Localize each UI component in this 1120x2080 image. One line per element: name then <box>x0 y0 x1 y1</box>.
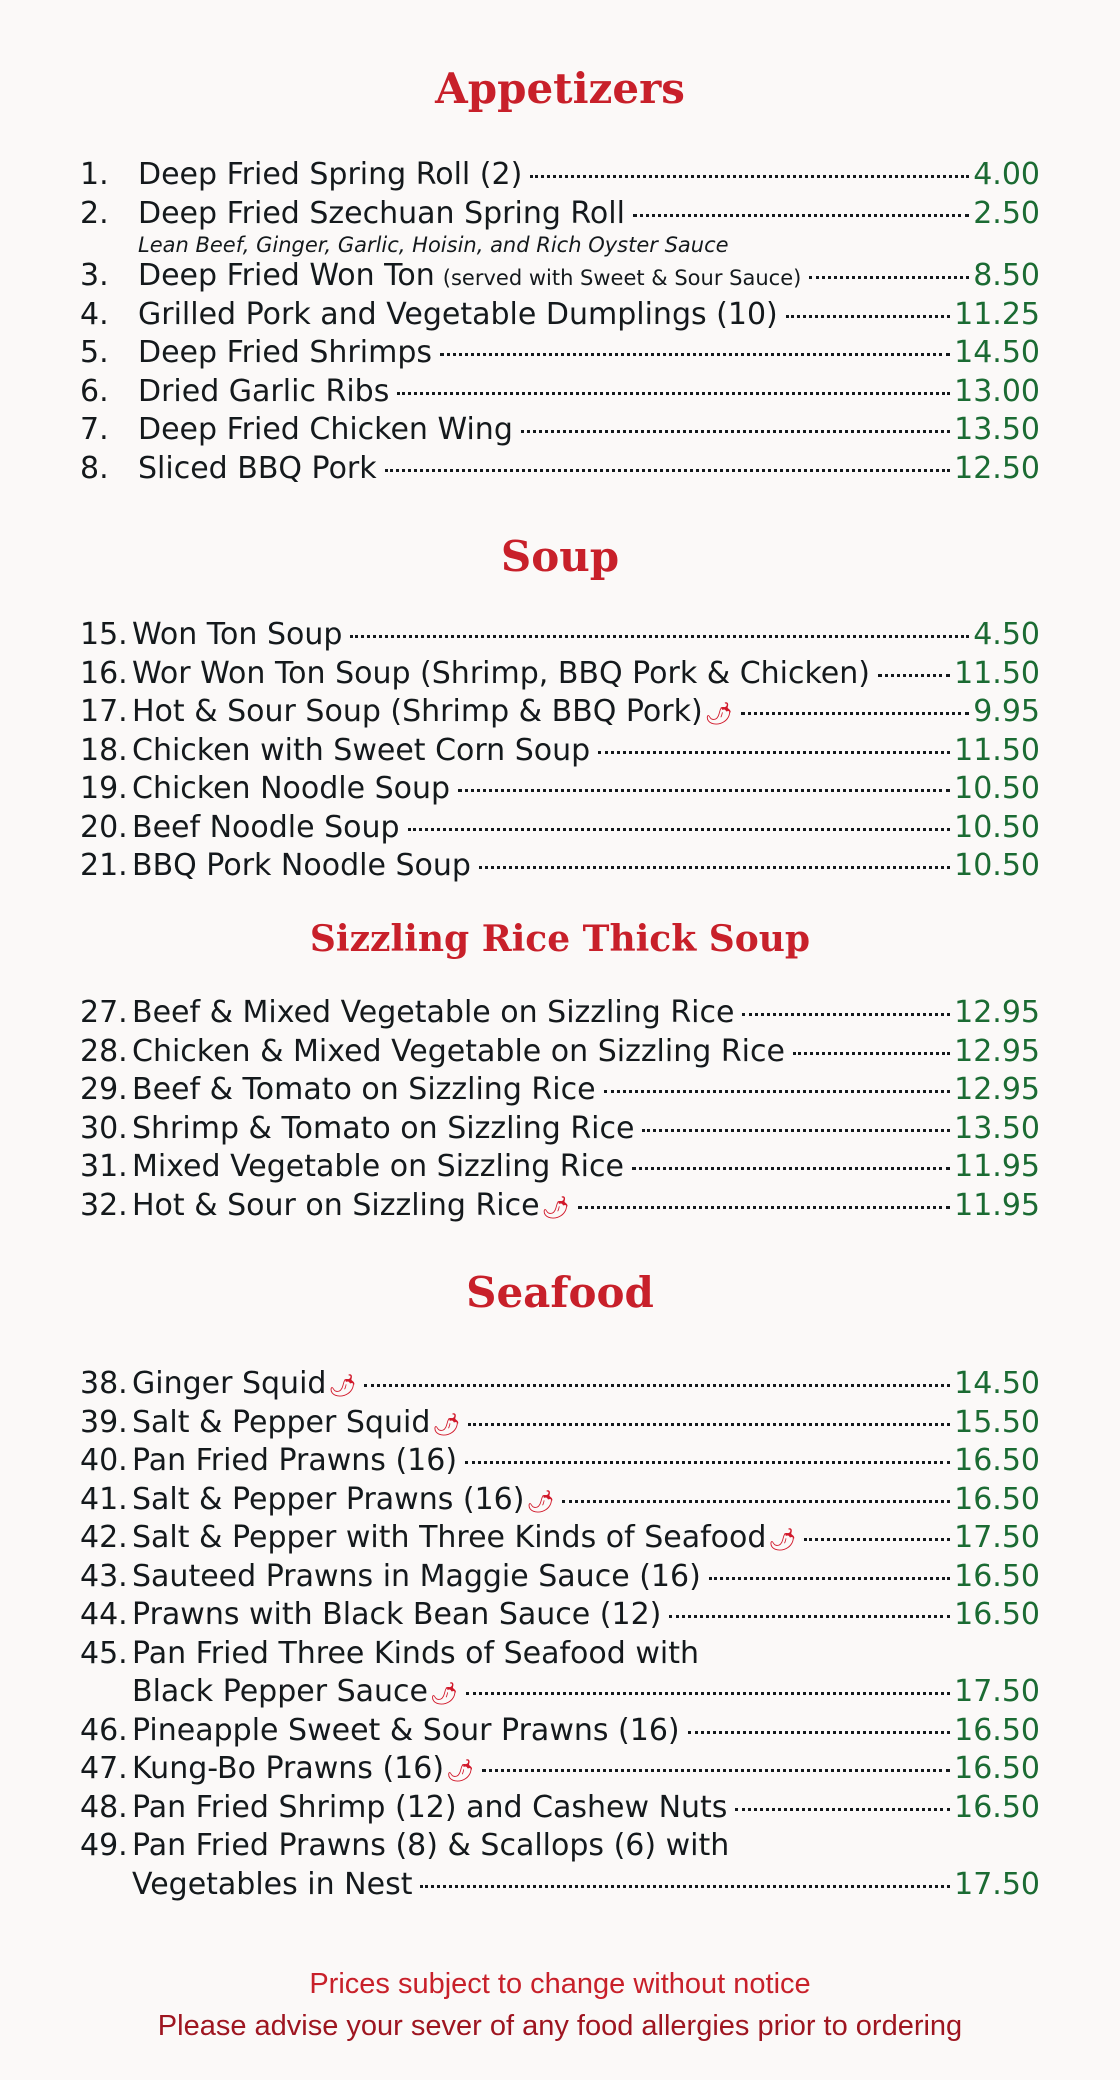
menu-item <box>80 616 1040 655</box>
dot-leader <box>468 1423 950 1426</box>
dot-leader <box>482 1769 950 1772</box>
dot-leader <box>809 276 969 279</box>
dot-leader <box>742 1013 950 1016</box>
item-number: 5. <box>80 335 109 370</box>
item-price: 15.50 <box>954 1404 1040 1440</box>
menu-item <box>80 334 1040 373</box>
item-price: 17.50 <box>954 1520 1040 1555</box>
dot-leader <box>465 1461 950 1464</box>
dot-leader <box>632 1167 950 1170</box>
dot-leader <box>466 1692 950 1695</box>
item-name: Hot & Sour Soup (Shrimp & BBQ Pork) <box>132 694 703 729</box>
dot-leader <box>804 1538 950 1541</box>
item-name: Won Ton Soup <box>132 617 343 652</box>
item-price: 2.50 <box>973 195 1040 231</box>
menu-item <box>80 156 1040 195</box>
menu-item-continued <box>80 1673 1040 1712</box>
chili-pepper-icon: 🌶︎ <box>430 1682 458 1707</box>
item-name: Beef Noodle Soup <box>132 809 400 845</box>
item-price: 17.50 <box>954 1674 1040 1709</box>
item-number: 27. <box>80 995 128 1030</box>
dot-leader <box>688 1731 950 1734</box>
item-price: 17.50 <box>954 1866 1040 1902</box>
menu-item <box>80 296 1040 335</box>
dot-leader <box>735 1808 950 1811</box>
menu-item <box>80 1071 1040 1110</box>
item-number: 4. <box>80 296 109 332</box>
item-number: 32. <box>80 1187 128 1223</box>
menu-item <box>80 693 1040 732</box>
item-name-continued: Black Pepper Sauce <box>132 1674 428 1709</box>
item-number: 18. <box>80 732 128 768</box>
item-price: 13.50 <box>954 412 1040 447</box>
item-price: 11.50 <box>954 655 1040 691</box>
item-price: 16.50 <box>954 1443 1040 1478</box>
item-number: 21. <box>80 848 128 883</box>
item-name: Deep Fried Shrimps <box>138 335 432 370</box>
menu-item <box>80 1365 1040 1404</box>
item-name: Ginger Squid <box>132 1366 327 1401</box>
footer-allergy-notice: Please advise your sever of any food allergies prior to ordering <box>157 2010 963 2042</box>
item-number: 20. <box>80 809 128 845</box>
dot-leader <box>709 1577 950 1580</box>
item-name: Grilled Pork and Vegetable Dumplings (10) <box>138 296 778 332</box>
item-number: 48. <box>80 1789 128 1825</box>
menu-item <box>80 1110 1040 1149</box>
item-name: Wor Won Ton Soup (Shrimp, BBQ Pork & Chicken) <box>132 655 870 691</box>
item-price: 10.50 <box>954 809 1040 845</box>
item-number: 46. <box>80 1712 128 1748</box>
item-number: 28. <box>80 1033 128 1069</box>
item-number: 42. <box>80 1520 128 1555</box>
item-name: Prawns with Black Bean Sauce (12) <box>132 1597 662 1632</box>
dot-leader <box>562 1500 950 1503</box>
chili-pepper-icon: 🌶︎ <box>328 1374 357 1399</box>
item-number: 7. <box>80 412 109 447</box>
dot-leader <box>741 712 970 715</box>
item-price: 11.95 <box>954 1187 1040 1223</box>
item-price: 11.50 <box>954 732 1040 768</box>
menu-item <box>80 994 1040 1033</box>
item-name: Salt & Pepper with Three Kinds of Seafood <box>132 1520 767 1555</box>
item-name: Dried Garlic Ribs <box>138 373 390 409</box>
item-name: Pan Fried Shrimp (12) and Cashew Nuts <box>132 1789 728 1825</box>
item-number: 6. <box>80 373 109 409</box>
soup-list <box>80 616 1040 886</box>
item-price: 12.95 <box>954 995 1040 1030</box>
item-price: 16.50 <box>954 1751 1040 1786</box>
menu-item <box>80 732 1040 771</box>
item-name: Deep Fried Won Ton <box>138 258 435 293</box>
item-price: 13.50 <box>954 1110 1040 1146</box>
item-number: 8. <box>80 450 109 486</box>
menu-item <box>80 809 1040 848</box>
item-name: Kung-Bo Prawns (16) <box>132 1751 445 1786</box>
item-description: Lean Beef, Ginger, Garlic, Hoisin, and Rich Oyster Sauce <box>138 233 729 257</box>
item-number: 19. <box>80 771 128 806</box>
dot-leader <box>479 866 950 869</box>
menu-item <box>80 411 1040 450</box>
item-name: Shrimp & Tomato on Sizzling Rice <box>132 1110 635 1146</box>
item-price: 4.00 <box>973 157 1040 192</box>
sizzling-rice-list <box>80 994 1040 1225</box>
menu-item <box>80 1187 1040 1226</box>
item-name: Beef & Tomato on Sizzling Rice <box>132 1072 596 1107</box>
item-price: 14.50 <box>954 1366 1040 1401</box>
dot-leader <box>793 1052 950 1055</box>
menu-item <box>80 257 1040 296</box>
item-name: Pan Fried Prawns (8) & Scallops (6) with <box>132 1828 730 1863</box>
item-price: 16.50 <box>954 1789 1040 1825</box>
menu-item-continued <box>80 1866 1040 1905</box>
menu-item <box>80 1033 1040 1072</box>
dot-leader <box>642 1129 950 1132</box>
item-name: Pineapple Sweet & Sour Prawns (16) <box>132 1712 680 1748</box>
item-number: 29. <box>80 1072 128 1107</box>
item-name: Chicken & Mixed Vegetable on Sizzling Rice <box>132 1033 785 1069</box>
dot-leader <box>364 1384 950 1387</box>
menu-item <box>80 1635 1040 1674</box>
chili-pepper-icon: 🌶︎ <box>526 1489 555 1515</box>
dot-leader <box>604 1090 951 1093</box>
item-price: 16.50 <box>954 1597 1040 1632</box>
dot-leader <box>521 430 950 433</box>
chili-pepper-icon: 🌶︎ <box>541 1195 570 1221</box>
menu-item <box>80 1789 1040 1828</box>
item-number: 43. <box>80 1558 128 1594</box>
menu-item <box>80 1481 1040 1520</box>
item-price: 16.50 <box>954 1558 1040 1594</box>
item-name: Deep Fried Chicken Wing <box>138 412 513 447</box>
menu-item <box>80 1750 1040 1789</box>
menu-item <box>80 195 1040 234</box>
dot-leader <box>420 1885 950 1888</box>
item-number: 47. <box>80 1751 128 1786</box>
item-number: 49. <box>80 1828 128 1863</box>
item-detail: (served with Sweet & Sour Sauce) <box>442 266 802 290</box>
item-price: 11.25 <box>954 296 1040 332</box>
menu-item <box>80 655 1040 694</box>
item-number: 2. <box>80 195 109 231</box>
menu-item <box>80 1442 1040 1481</box>
dot-leader <box>408 828 951 831</box>
dot-leader <box>633 214 969 217</box>
item-number: 3. <box>80 258 109 293</box>
dot-leader <box>878 674 950 677</box>
item-number: 31. <box>80 1149 128 1184</box>
item-number: 1. <box>80 157 109 192</box>
item-name: Sauteed Prawns in Maggie Sauce (16) <box>132 1558 701 1594</box>
item-price: 10.50 <box>954 848 1040 883</box>
dot-leader <box>440 353 950 356</box>
menu-item <box>80 1596 1040 1635</box>
item-name-continued: Vegetables in Nest <box>132 1866 413 1902</box>
menu-item <box>80 1558 1040 1597</box>
section-title-appetizers: Appetizers <box>435 64 685 113</box>
item-price: 16.50 <box>954 1481 1040 1517</box>
dot-leader <box>669 1615 950 1618</box>
item-price: 12.95 <box>954 1033 1040 1069</box>
item-number: 17. <box>80 694 128 729</box>
menu-item <box>80 1712 1040 1751</box>
section-title-soup: Soup <box>500 532 620 581</box>
item-number: 16. <box>80 655 128 691</box>
item-number: 39. <box>80 1404 128 1440</box>
dot-leader <box>385 469 950 472</box>
item-name: Deep Fried Szechuan Spring Roll <box>138 195 625 231</box>
menu-item <box>80 450 1040 489</box>
section-title-sizzling-rice-thick-soup: Sizzling Rice Thick Soup <box>309 918 811 960</box>
item-number: 15. <box>80 617 128 652</box>
item-name: Pan Fried Prawns (16) <box>132 1443 458 1478</box>
item-price: 9.95 <box>973 694 1040 729</box>
item-price: 14.50 <box>954 335 1040 370</box>
chili-pepper-icon: 🌶︎ <box>768 1528 797 1553</box>
menu-item <box>80 1827 1040 1866</box>
item-name: Salt & Pepper Prawns (16) <box>132 1481 525 1517</box>
item-name: BBQ Pork Noodle Soup <box>132 848 471 883</box>
chili-pepper-icon: 🌶︎ <box>704 702 733 727</box>
menu-item <box>80 1148 1040 1187</box>
item-price: 12.50 <box>954 450 1040 486</box>
item-number: 41. <box>80 1481 128 1517</box>
item-name: Pan Fried Three Kinds of Seafood with <box>132 1635 699 1671</box>
chili-pepper-icon: 🌶︎ <box>432 1412 461 1438</box>
item-number: 38. <box>80 1366 128 1401</box>
item-number: 40. <box>80 1443 128 1478</box>
dot-leader <box>578 1206 951 1209</box>
item-number: 30. <box>80 1110 128 1146</box>
dot-leader <box>350 635 969 638</box>
item-name: Mixed Vegetable on Sizzling Rice <box>132 1149 624 1184</box>
item-price: 8.50 <box>973 258 1040 293</box>
item-price: 13.00 <box>954 373 1040 409</box>
menu-item <box>80 1519 1040 1558</box>
item-price: 4.50 <box>973 617 1040 652</box>
dot-leader <box>598 751 950 754</box>
dot-leader <box>786 315 950 318</box>
menu-item <box>80 847 1040 886</box>
item-price: 10.50 <box>954 771 1040 806</box>
item-name: Chicken with Sweet Corn Soup <box>132 732 591 768</box>
appetizers-list <box>80 156 1040 488</box>
item-name: Deep Fried Spring Roll (2) <box>138 157 523 192</box>
footer-price-notice: Prices subject to change without notice <box>309 1968 811 2000</box>
section-title-seafood: Seafood <box>466 1268 654 1317</box>
menu-item <box>80 1404 1040 1443</box>
item-name: Beef & Mixed Vegetable on Sizzling Rice <box>132 995 735 1030</box>
item-price: 12.95 <box>954 1072 1040 1107</box>
item-name: Sliced BBQ Pork <box>138 450 377 486</box>
dot-leader <box>397 392 950 395</box>
item-name: Chicken Noodle Soup <box>132 771 451 806</box>
chili-pepper-icon: 🌶︎ <box>446 1759 474 1784</box>
seafood-list <box>80 1365 1040 1904</box>
item-name: Salt & Pepper Squid <box>132 1404 431 1440</box>
menu-item <box>80 770 1040 809</box>
item-number: 45. <box>80 1635 128 1671</box>
item-price: 16.50 <box>954 1712 1040 1748</box>
menu-item <box>80 373 1040 412</box>
dot-leader <box>530 175 969 178</box>
item-number: 44. <box>80 1597 128 1632</box>
item-name: Hot & Sour on Sizzling Rice <box>132 1187 540 1223</box>
dot-leader <box>458 789 950 792</box>
item-price: 11.95 <box>954 1149 1040 1184</box>
